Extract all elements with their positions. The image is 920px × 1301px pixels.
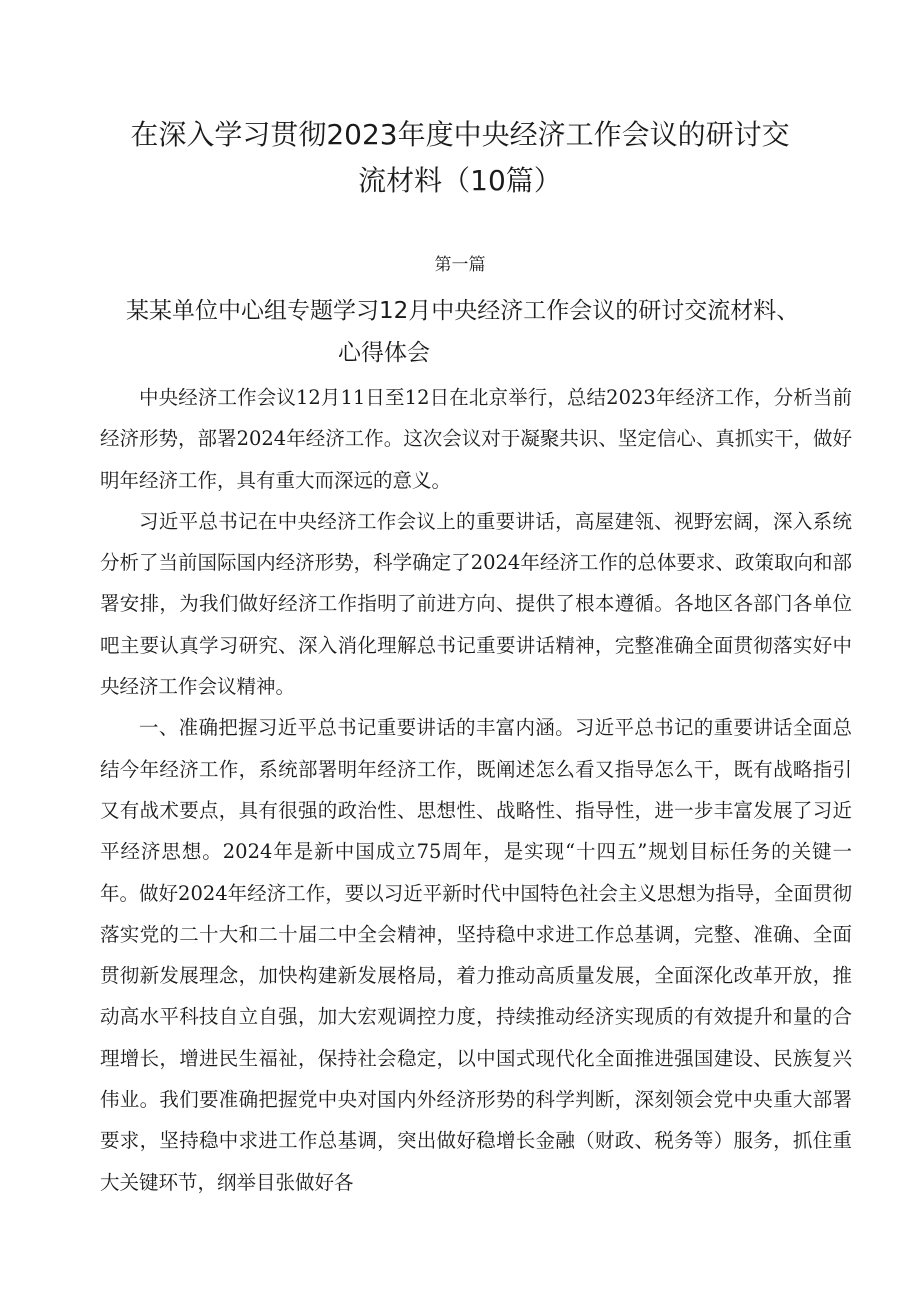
document-body <box>100 377 852 1203</box>
paragraph: 习近平总书记在中央经济工作会议上的重要讲话，高屋建瓴、视野宏阔，深入系统分析了当前国际国内经济形势，科学确定了2024年经济工作的总体要求、政策取向和部署安排，为我们做好经济工作指明了前进方向、提供了根本遵循。各地区各部门各单位吧主要认真学习研究、深入消化理解总书记重要讲话精神，完整准确全面贯彻落实好中央经济工作会议精神。 <box>100 509 852 699</box>
paragraph: 中央经济工作会议12月11日至12日在北京举行，总结2023年经济工作，分析当前经济形势，部署2024年经济工作。这次会议对于凝聚共识、坚定信心、真抓实干，做好明年经济工作，具有重大而深远的意义。 <box>100 386 852 492</box>
section-label: 第一篇 <box>434 255 486 275</box>
document-title-line-1: 在深入学习贯彻2023年度中央经济工作会议的研讨交 <box>130 118 790 151</box>
section-title-line-1: 某某单位中心组专题学习12月中央经济工作会议的研讨交流材料、 <box>126 298 800 324</box>
document-title <box>60 112 860 204</box>
section-title-line-2: 心得体会 <box>338 340 430 366</box>
document-title-line-2: 流材料（10篇） <box>358 164 562 197</box>
paragraph: 一、准确把握习近平总书记重要讲话的丰富内涵。习近平总书记的重要讲话全面总结今年经济工作，系统部署明年经济工作，既阐述怎么看又指导怎么干，既有战略指引又有战术要点，具有很强的政治性、思想性、战略性、指导性，进一步丰富发展了习近平经济思想。2024年是新中国成立75周年，是实现“十四五”规划目标任务的关键一年。做好2024年经济工作，要以习近平新时代中国特色社会主义思想为指导，全面贯彻落实党的二十大和二十届二中全会精神，坚持稳中求进工作总基调，完整、准确、全面贯彻新发展理念，加快构建新发展格局，着力推动高质量发展，全面深化改革开放，推动高水平科技自立自强，加大宏观调控力度，持续推动经济实现质的有效提升和量的合理增长，增进民生福祉，保持社会稳定，以中国式现代化全面推进强国建设、民族复兴伟业。我们要准确把握党中央对国内外经济形势的科学判断，深刻领会党中央重大部署要求，坚持稳中求进工作总基调，突出做好稳增长金融（财政、税务等）服务，抓住重大关键环节，纲举目张做好各 <box>100 716 852 1194</box>
section-title <box>126 290 886 374</box>
